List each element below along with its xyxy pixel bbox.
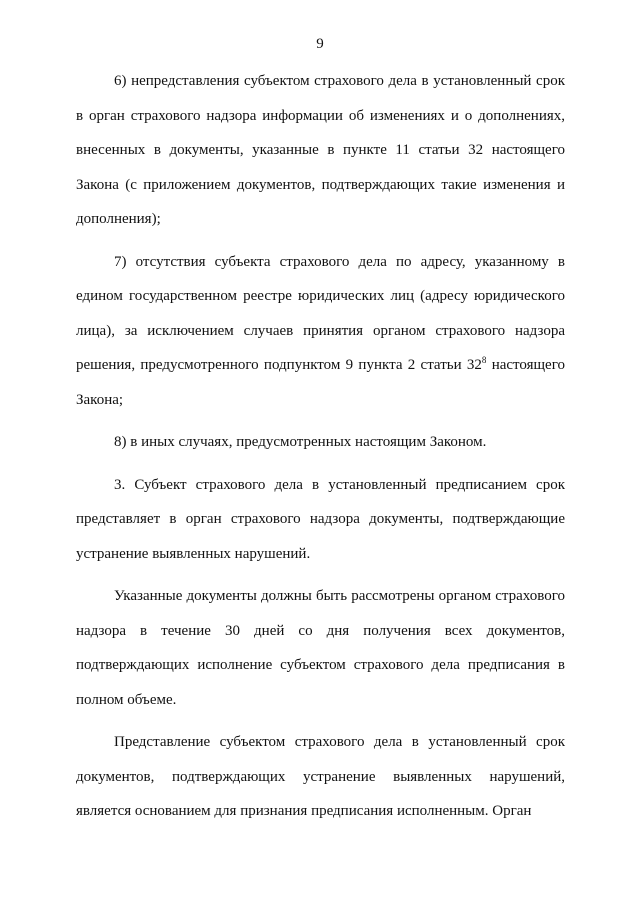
paragraph-item-6: 6) непредставления субъектом страхового дела в установленный срок в орган страхового надзора информации об изменениях и о дополнениях, внесенных в документы, указанные в пункте 11 статьи 32 настоящего Закона (с приложением документов, подтверждающих такие изменения и дополнения); [76, 73, 565, 227]
paragraph-submission: Представление субъектом страхового дела в установленный срок документов, подтверждающих устранение выявленных нарушений, является основанием для признания предписания исполненным. Орган [76, 734, 565, 819]
paragraph-section-3: 3. Субъект страхового дела в установленный предписанием срок представляет в орган страхового надзора документы, подтверждающие устранение выявленных нарушений. [76, 476, 565, 562]
paragraph-item-7-tail: настоящего Закона; [76, 357, 565, 408]
article-superscript: 8 [481, 355, 487, 365]
paragraph-item-7 [76, 245, 565, 418]
paragraph-item-8: 8) в иных случаях, предусмотренных настоящим Законом. [114, 434, 487, 450]
paragraph-item-7-text: 7) отсутствия субъекта страхового дела по адресу, указанному в едином государственном реестре юридических лиц (адресу юридического лица), за исключением случаев принятия органом страхового надзора решения, предусмотренного подпунктом 9 пункта 2 статьи 32 [76, 253, 565, 373]
page-number: 9 [316, 36, 324, 52]
paragraph-review-term: Указанные документы должны быть рассмотрены органом страхового надзора в течение 30 дней со дня получения всех документов, подтверждающих исполнение субъектом страхового дела предписания в полном объеме. [76, 588, 565, 708]
document-body [76, 64, 565, 829]
